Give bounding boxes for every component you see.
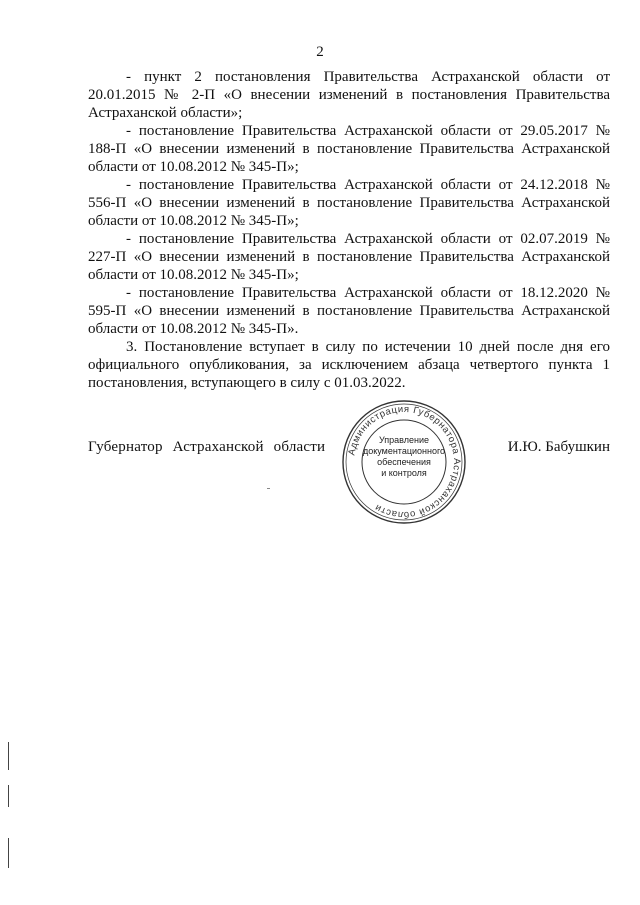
stamp-ring-text: Администрация Губернатора Астраханской области	[346, 403, 463, 521]
paragraph-clause-3: 3. Постановление вступает в силу по истечении 10 дней после дня его официального опубликования, за исключением абзаца четвертого пункта 1 постановления, вступающего в силу с 01.03.2022.	[88, 339, 610, 391]
scan-margin-mark	[8, 742, 9, 770]
official-stamp	[340, 398, 468, 526]
document-body	[88, 68, 610, 392]
scan-margin-mark	[8, 838, 9, 868]
scan-speck	[267, 488, 270, 489]
signer-name: И.Ю. Бабушкин	[507, 439, 610, 455]
scan-margin-mark	[8, 785, 9, 807]
stamp-inner-line: обеспечения	[377, 457, 431, 467]
paragraph-item: - пункт 2 постановления Правительства Астраханской области от 20.01.2015 № 2-П «О внесении изменений в постановления Правительства Астраханской области»;	[88, 69, 610, 121]
stamp-inner-text	[340, 435, 468, 479]
stamp-inner-line: Управление	[378, 435, 430, 445]
stamp-inner-line: документационного	[362, 446, 446, 456]
paragraph-item: - постановление Правительства Астраханской области от 29.05.2017 № 188-П «О внесении изменений в постановление Правительства Астраханской области от 10.08.2012 № 345-П»;	[88, 123, 610, 175]
paragraph-item: - постановление Правительства Астраханской области от 24.12.2018 № 556-П «О внесении изменений в постановление Правительства Астраханской области от 10.08.2012 № 345-П»;	[88, 177, 610, 229]
signer-title: Губернатор Астраханской области	[88, 439, 326, 455]
paragraph-item: - постановление Правительства Астраханской области от 18.12.2020 № 595-П «О внесении изменений в постановление Правительства Астраханской области от 10.08.2012 № 345-П».	[88, 285, 610, 337]
paragraph-item: - постановление Правительства Астраханской области от 02.07.2019 № 227-П «О внесении изменений в постановление Правительства Астраханской области от 10.08.2012 № 345-П»;	[88, 231, 610, 283]
stamp-inner-line: и контроля	[381, 468, 427, 478]
page-number: 2	[316, 44, 324, 60]
